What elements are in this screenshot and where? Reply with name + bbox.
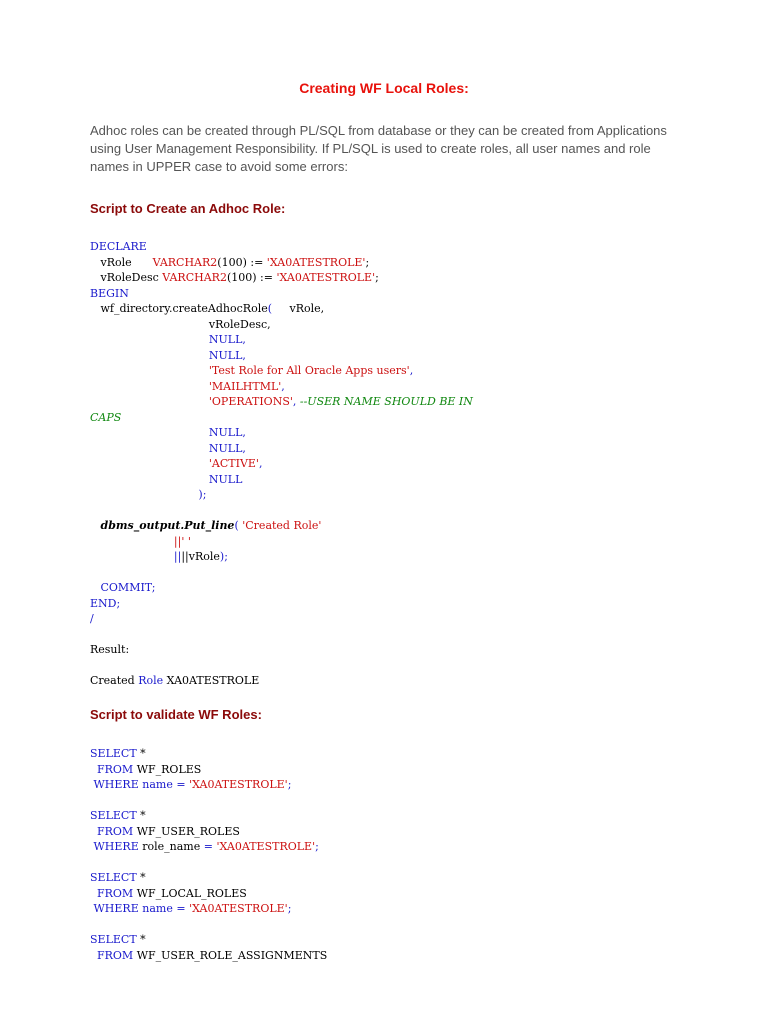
intro-paragraph: Adhoc roles can be created through PL/SQL from database or they can be created from Applications using User Management Responsibility. If PL/SQL is used to create roles, all user names and role names in UPPER case to avoid some errors: xyxy=(90,123,667,174)
arg-vrole: vRole, xyxy=(272,302,325,315)
end-keyword: END; xyxy=(90,596,121,610)
where-column: role_name xyxy=(138,840,201,853)
create-role-script: DECLARE vRole VARCHAR2(100) := 'XA0ATESTROLE'; vRoleDesc VARCHAR2(100) := 'XA0ATESTROLE'; BEGIN wf_directory.createAdhocRole( vRole, vRoleDesc, NULL, NULL, 'Test Role for All Oracle Apps users', 'MAILHTML', 'OPERATIONS', --USER NAME SHOULD BE IN CAPS NULL, NULL, 'ACTIVE', NULL ); dbms_output.Put_line( 'Created Role' ||' ' ||||vRole); COMMIT; END; / Result: Created Role XA0ATESTROLE xyxy=(90,240,473,687)
equals: = xyxy=(200,840,217,853)
arg-mailhtml: 'MAILHTML' xyxy=(208,379,282,393)
result-role-name: XA0ATESTROLE xyxy=(163,674,260,687)
put-concat-1: ||' ' xyxy=(173,534,191,548)
declare-keyword: DECLARE xyxy=(90,240,147,253)
where-keyword: WHERE xyxy=(93,778,139,791)
where-value: 'XA0ATESTROLE' xyxy=(189,902,288,915)
put-concat-2: ||vRole xyxy=(181,550,220,563)
put-paren: ( xyxy=(234,519,243,532)
result-role-word: Role xyxy=(138,674,164,687)
vroledesc-type: VARCHAR2 xyxy=(162,271,227,284)
validate-roles-script xyxy=(90,746,327,963)
select-keyword: SELECT xyxy=(90,871,137,884)
where-keyword: WHERE xyxy=(93,840,139,853)
from-keyword: FROM xyxy=(97,824,134,838)
select-keyword: SELECT xyxy=(90,809,137,822)
table-name: WF_USER_ROLE_ASSIGNMENTS xyxy=(133,948,328,962)
create-role-heading: Script to Create an Adhoc Role: xyxy=(90,201,286,216)
semicolon: ; xyxy=(287,778,292,791)
arg-display-name: 'Test Role for All Oracle Apps users' xyxy=(208,364,410,377)
vrole-decl: vRole xyxy=(90,255,153,269)
put-line-function: dbms_output.Put_line xyxy=(100,519,235,532)
arg-null-3: NULL xyxy=(208,426,243,439)
arg-comment-wrap: CAPS xyxy=(90,410,122,424)
call-paren: ( xyxy=(267,302,273,315)
vroledesc-decl: vRoleDesc xyxy=(90,271,163,284)
select-star: * xyxy=(136,809,146,822)
vroledesc-value: 'XA0ATESTROLE' xyxy=(276,271,376,284)
put-string: 'Created Role' xyxy=(242,519,322,532)
result-prefix: Created xyxy=(90,674,139,687)
select-star: * xyxy=(136,747,146,760)
slash-terminator: / xyxy=(90,612,94,625)
table-name: WF_USER_ROLES xyxy=(133,824,240,838)
select-star: * xyxy=(136,933,146,946)
put-close: ); xyxy=(219,550,228,563)
table-name: WF_LOCAL_ROLES xyxy=(133,886,247,900)
arg-null-4: NULL xyxy=(208,441,243,455)
vroledesc-end: ; xyxy=(375,271,379,284)
where-value: 'XA0ATESTROLE' xyxy=(189,778,288,791)
where-value: 'XA0ATESTROLE' xyxy=(216,840,316,853)
from-keyword: FROM xyxy=(97,886,134,900)
semicolon: ; xyxy=(287,902,292,915)
arg-indent xyxy=(90,318,209,331)
result-label: Result: xyxy=(90,643,130,656)
equals: = xyxy=(172,902,190,915)
vrole-rest: (100) := xyxy=(217,255,267,269)
validate-roles-heading: Script to validate WF Roles: xyxy=(90,707,262,722)
page-title: Creating WF Local Roles: xyxy=(299,80,469,96)
select-keyword: SELECT xyxy=(90,747,137,760)
arg-vroledesc: vRoleDesc, xyxy=(208,317,271,331)
arg-null-2: NULL xyxy=(208,348,243,362)
commit-keyword: COMMIT; xyxy=(100,581,156,594)
where-column: name xyxy=(138,778,173,791)
begin-keyword: BEGIN xyxy=(90,286,129,300)
call-close: ); xyxy=(198,488,207,501)
equals: = xyxy=(172,778,190,791)
arg-comment: --USER NAME SHOULD BE IN xyxy=(299,395,473,408)
select-keyword: SELECT xyxy=(90,933,137,946)
arg-operations: 'OPERATIONS' xyxy=(208,395,293,408)
where-keyword: WHERE xyxy=(93,902,139,915)
table-name: WF_ROLES xyxy=(133,762,202,776)
vrole-end: ; xyxy=(365,255,370,269)
arg-active: 'ACTIVE' xyxy=(208,457,259,470)
from-keyword: FROM xyxy=(97,762,134,776)
arg-null-1: NULL xyxy=(208,333,243,346)
vroledesc-rest: (100) := xyxy=(226,271,277,284)
where-column: name xyxy=(138,902,173,915)
select-star: * xyxy=(136,871,146,884)
create-adhoc-role-call: wf_directory.createAdhocRole xyxy=(90,302,268,315)
vrole-type: VARCHAR2 xyxy=(152,255,218,269)
semicolon: ; xyxy=(315,840,319,853)
arg-null-5: NULL xyxy=(208,472,243,486)
vrole-value: 'XA0ATESTROLE' xyxy=(266,255,366,269)
from-keyword: FROM xyxy=(97,948,134,962)
